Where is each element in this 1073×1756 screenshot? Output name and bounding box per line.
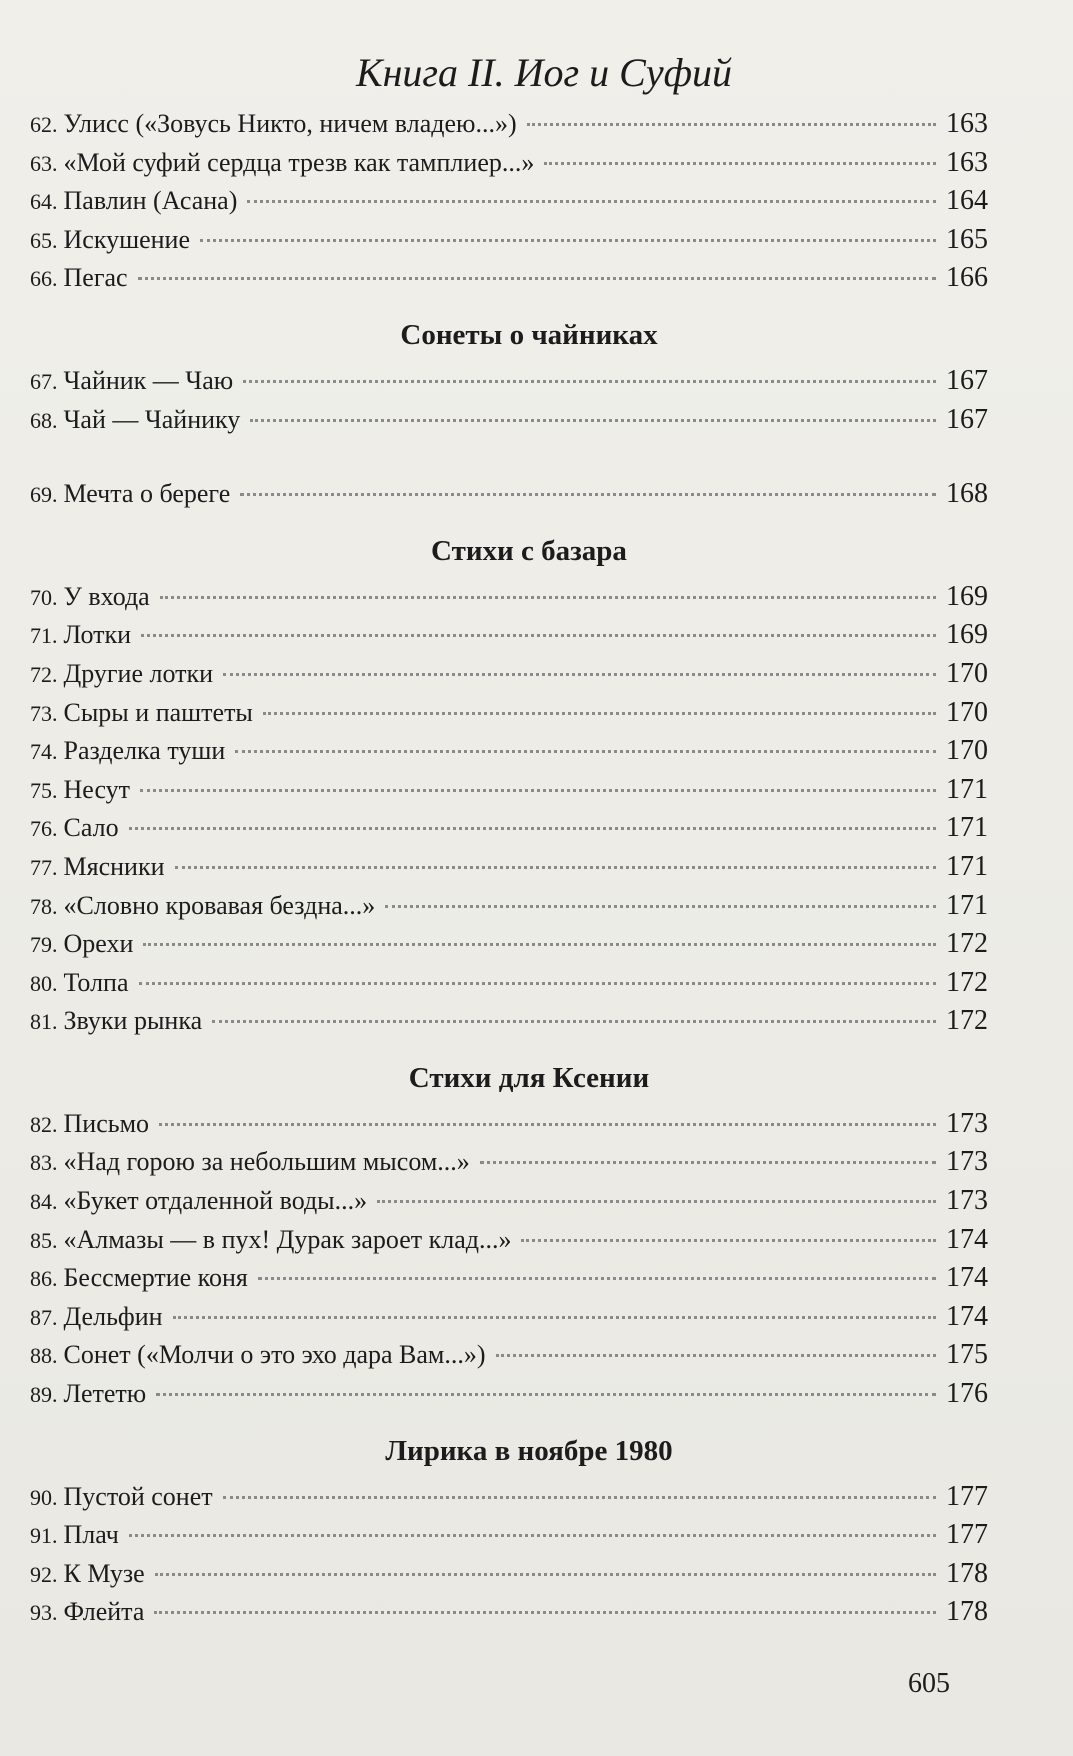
dot-leader: [250, 419, 936, 422]
entry-number: 83.: [30, 1150, 58, 1176]
entry-number: 86.: [30, 1266, 58, 1292]
entry-page-number: 169: [946, 580, 988, 612]
entry-page-number: 172: [946, 966, 988, 998]
entry-number: 82.: [30, 1111, 58, 1137]
entry-number: 65.: [30, 227, 58, 253]
entry-page-number: 172: [946, 1005, 988, 1037]
entry-number: 64.: [30, 189, 58, 215]
entry-number: 81.: [30, 1009, 58, 1035]
entry-title: Искушение: [63, 224, 191, 254]
toc-entry[interactable]: [30, 697, 988, 736]
dot-leader: [173, 1316, 936, 1319]
entry-page-number: 177: [946, 1480, 988, 1512]
dot-leader: [200, 239, 936, 242]
dot-leader: [138, 277, 936, 280]
entry-page-number: 176: [946, 1378, 988, 1410]
dot-leader: [159, 1123, 936, 1126]
entry-page-number: 174: [946, 1223, 988, 1255]
entry-page-number: 178: [946, 1596, 988, 1628]
entry-title: Пустой сонет: [63, 1481, 213, 1511]
entry-number: 80.: [30, 970, 58, 996]
section-heading: Лирика в ноябре 1980: [385, 1434, 673, 1467]
toc-entry[interactable]: [30, 1301, 988, 1340]
toc-entry[interactable]: [30, 1185, 988, 1224]
toc-entry[interactable]: [30, 581, 988, 620]
entry-number: 74.: [30, 739, 58, 765]
entry-number: 73.: [30, 700, 58, 726]
entry-page-number: 171: [946, 889, 988, 921]
toc-entry[interactable]: [30, 1339, 988, 1378]
toc-entry[interactable]: [30, 108, 988, 147]
toc-entry[interactable]: [30, 365, 988, 404]
toc-entry[interactable]: [30, 619, 988, 658]
entry-number: 72.: [30, 661, 58, 687]
toc-entry[interactable]: [30, 1519, 988, 1558]
dot-leader: [140, 789, 936, 792]
toc-entry[interactable]: [30, 262, 988, 301]
entry-number: 70.: [30, 584, 58, 610]
dot-leader: [496, 1354, 936, 1357]
entry-title: «Мой суфий сердца трезв как тамплиер...»: [63, 147, 535, 177]
entry-page-number: 168: [946, 478, 988, 510]
toc-entry[interactable]: [30, 1558, 988, 1597]
entry-page-number: 170: [946, 657, 988, 689]
toc-entry[interactable]: [30, 890, 988, 929]
entry-number: 67.: [30, 368, 58, 394]
entry-page-number: 170: [946, 735, 988, 767]
toc-entry[interactable]: [30, 404, 988, 443]
entry-number: 92.: [30, 1561, 58, 1587]
entry-title: Сало: [63, 813, 119, 843]
toc-entry[interactable]: [30, 1005, 988, 1044]
entry-number: 93.: [30, 1600, 58, 1626]
entry-number: 88.: [30, 1343, 58, 1369]
entry-title: Несут: [63, 774, 131, 804]
entry-number: 78.: [30, 893, 58, 919]
entry-number: 71.: [30, 623, 58, 649]
dot-leader: [223, 673, 936, 676]
entry-title: «Букет отдаленной воды...»: [63, 1186, 368, 1216]
entry-page-number: 163: [946, 146, 988, 178]
entry-number: 91.: [30, 1523, 58, 1549]
entry-title: К Музе: [63, 1558, 145, 1588]
entry-number: 75.: [30, 777, 58, 803]
entry-title: Чайник — Чаю: [63, 365, 234, 395]
entry-title: Толпа: [63, 967, 129, 997]
dot-leader: [129, 827, 936, 830]
entry-number: 66.: [30, 266, 58, 292]
section-heading: Стихи с базара: [431, 534, 627, 567]
entry-number: 63.: [30, 150, 58, 176]
entry-page-number: 170: [946, 696, 988, 728]
entry-title: Павлин (Асана): [63, 186, 238, 216]
entry-title: Мечта о береге: [63, 479, 231, 509]
dot-leader: [377, 1200, 936, 1203]
entry-page-number: 171: [946, 773, 988, 805]
dot-leader: [154, 1611, 936, 1614]
entry-page-number: 175: [946, 1339, 988, 1371]
dot-leader: [155, 1573, 936, 1576]
entry-title: Орехи: [63, 929, 134, 959]
entry-page-number: 171: [946, 850, 988, 882]
section-heading: Сонеты о чайниках: [400, 318, 658, 351]
entry-title: Лететю: [63, 1379, 147, 1409]
entry-number: 89.: [30, 1382, 58, 1408]
table-of-contents: [30, 48, 988, 1635]
dot-leader: [240, 493, 936, 496]
dot-leader: [141, 634, 936, 637]
dot-leader: [160, 596, 936, 599]
entry-title: Чай — Чайнику: [63, 404, 241, 434]
entry-title: Плач: [63, 1520, 119, 1550]
entry-title: Другие лотки: [63, 658, 214, 688]
entry-title: Флейта: [63, 1597, 145, 1627]
entry-page-number: 171: [946, 812, 988, 844]
dot-leader: [544, 162, 936, 165]
section-heading: Стихи для Ксении: [408, 1061, 650, 1094]
dot-leader: [156, 1393, 936, 1396]
dot-leader: [223, 1496, 936, 1499]
toc-entry[interactable]: [30, 147, 988, 186]
entry-page-number: 177: [946, 1519, 988, 1551]
toc-entry[interactable]: [30, 1596, 988, 1635]
entry-title: «Алмазы — в пух! Дурак зароет клад...»: [63, 1224, 512, 1254]
entry-number: 69.: [30, 482, 58, 508]
entry-title: Разделка туши: [63, 736, 226, 766]
entry-page-number: 178: [946, 1557, 988, 1589]
toc-entry[interactable]: [30, 851, 988, 890]
toc-entry[interactable]: [30, 1378, 988, 1417]
entry-number: 84.: [30, 1189, 58, 1215]
toc-entry[interactable]: [30, 1224, 988, 1263]
entry-number: 76.: [30, 816, 58, 842]
dot-leader: [235, 750, 936, 753]
page-number: 605: [908, 1668, 950, 1699]
entry-page-number: 167: [946, 364, 988, 396]
entry-page-number: 173: [946, 1107, 988, 1139]
dot-leader: [258, 1277, 936, 1280]
entry-page-number: 164: [946, 185, 988, 217]
entry-page-number: 165: [946, 223, 988, 255]
entry-page-number: 167: [946, 403, 988, 435]
entry-page-number: 173: [946, 1146, 988, 1178]
dot-leader: [129, 1534, 936, 1537]
entry-title: Бессмертие коня: [63, 1263, 248, 1293]
entry-page-number: 166: [946, 262, 988, 294]
entry-number: 77.: [30, 854, 58, 880]
dot-leader: [521, 1239, 936, 1242]
entry-page-number: 174: [946, 1262, 988, 1294]
dot-leader: [385, 905, 936, 908]
entry-title: Пегас: [63, 263, 128, 293]
toc-entry[interactable]: [30, 735, 988, 774]
entry-number: 85.: [30, 1227, 58, 1253]
entry-title: «Над горою за небольшим мысом...»: [63, 1147, 470, 1177]
book-title: Книга II. Иог и Суфий: [356, 50, 732, 95]
toc-entry[interactable]: [30, 928, 988, 967]
entry-page-number: 163: [946, 108, 988, 139]
toc-entry[interactable]: [30, 1481, 988, 1520]
toc-entry[interactable]: [30, 224, 988, 263]
entry-page-number: 173: [946, 1185, 988, 1217]
entry-title: Лотки: [63, 620, 132, 650]
toc-entry[interactable]: [30, 1262, 988, 1301]
toc-entry[interactable]: [30, 774, 988, 813]
dot-leader: [247, 200, 936, 203]
entry-page-number: 174: [946, 1300, 988, 1332]
dot-leader: [212, 1020, 936, 1023]
dot-leader: [527, 123, 936, 126]
entry-title: Сыры и паштеты: [63, 697, 253, 727]
toc-entry[interactable]: [30, 1108, 988, 1147]
section-gap: [30, 442, 988, 478]
dot-leader: [243, 380, 936, 383]
dot-leader: [263, 712, 936, 715]
entry-page-number: 169: [946, 619, 988, 651]
dot-leader: [175, 866, 937, 869]
entry-number: 90.: [30, 1484, 58, 1510]
dot-leader: [139, 982, 936, 985]
entry-title: «Словно кровавая бездна...»: [63, 890, 376, 920]
entry-title: У входа: [63, 581, 150, 611]
toc-entry[interactable]: [30, 812, 988, 851]
entry-number: 79.: [30, 932, 58, 958]
entry-number: 68.: [30, 407, 58, 433]
entry-title: Мясники: [63, 851, 165, 881]
entry-title: Звуки рынка: [63, 1006, 203, 1036]
toc-entry[interactable]: [30, 478, 988, 517]
toc-entry[interactable]: [30, 185, 988, 224]
entry-title: Дельфин: [63, 1301, 163, 1331]
toc-entry[interactable]: [30, 1146, 988, 1185]
entry-title: Улисс («Зовусь Никто, ничем владею...»): [63, 109, 517, 138]
entry-page-number: 172: [946, 928, 988, 960]
entry-title: Сонет («Молчи о это эхо дара Вам...»): [63, 1340, 486, 1370]
entry-number: 87.: [30, 1304, 58, 1330]
dot-leader: [480, 1161, 936, 1164]
entry-number: 62.: [30, 112, 58, 137]
toc-entry[interactable]: [30, 658, 988, 697]
entry-title: Письмо: [63, 1108, 150, 1138]
toc-entry[interactable]: [30, 967, 988, 1006]
dot-leader: [143, 943, 936, 946]
